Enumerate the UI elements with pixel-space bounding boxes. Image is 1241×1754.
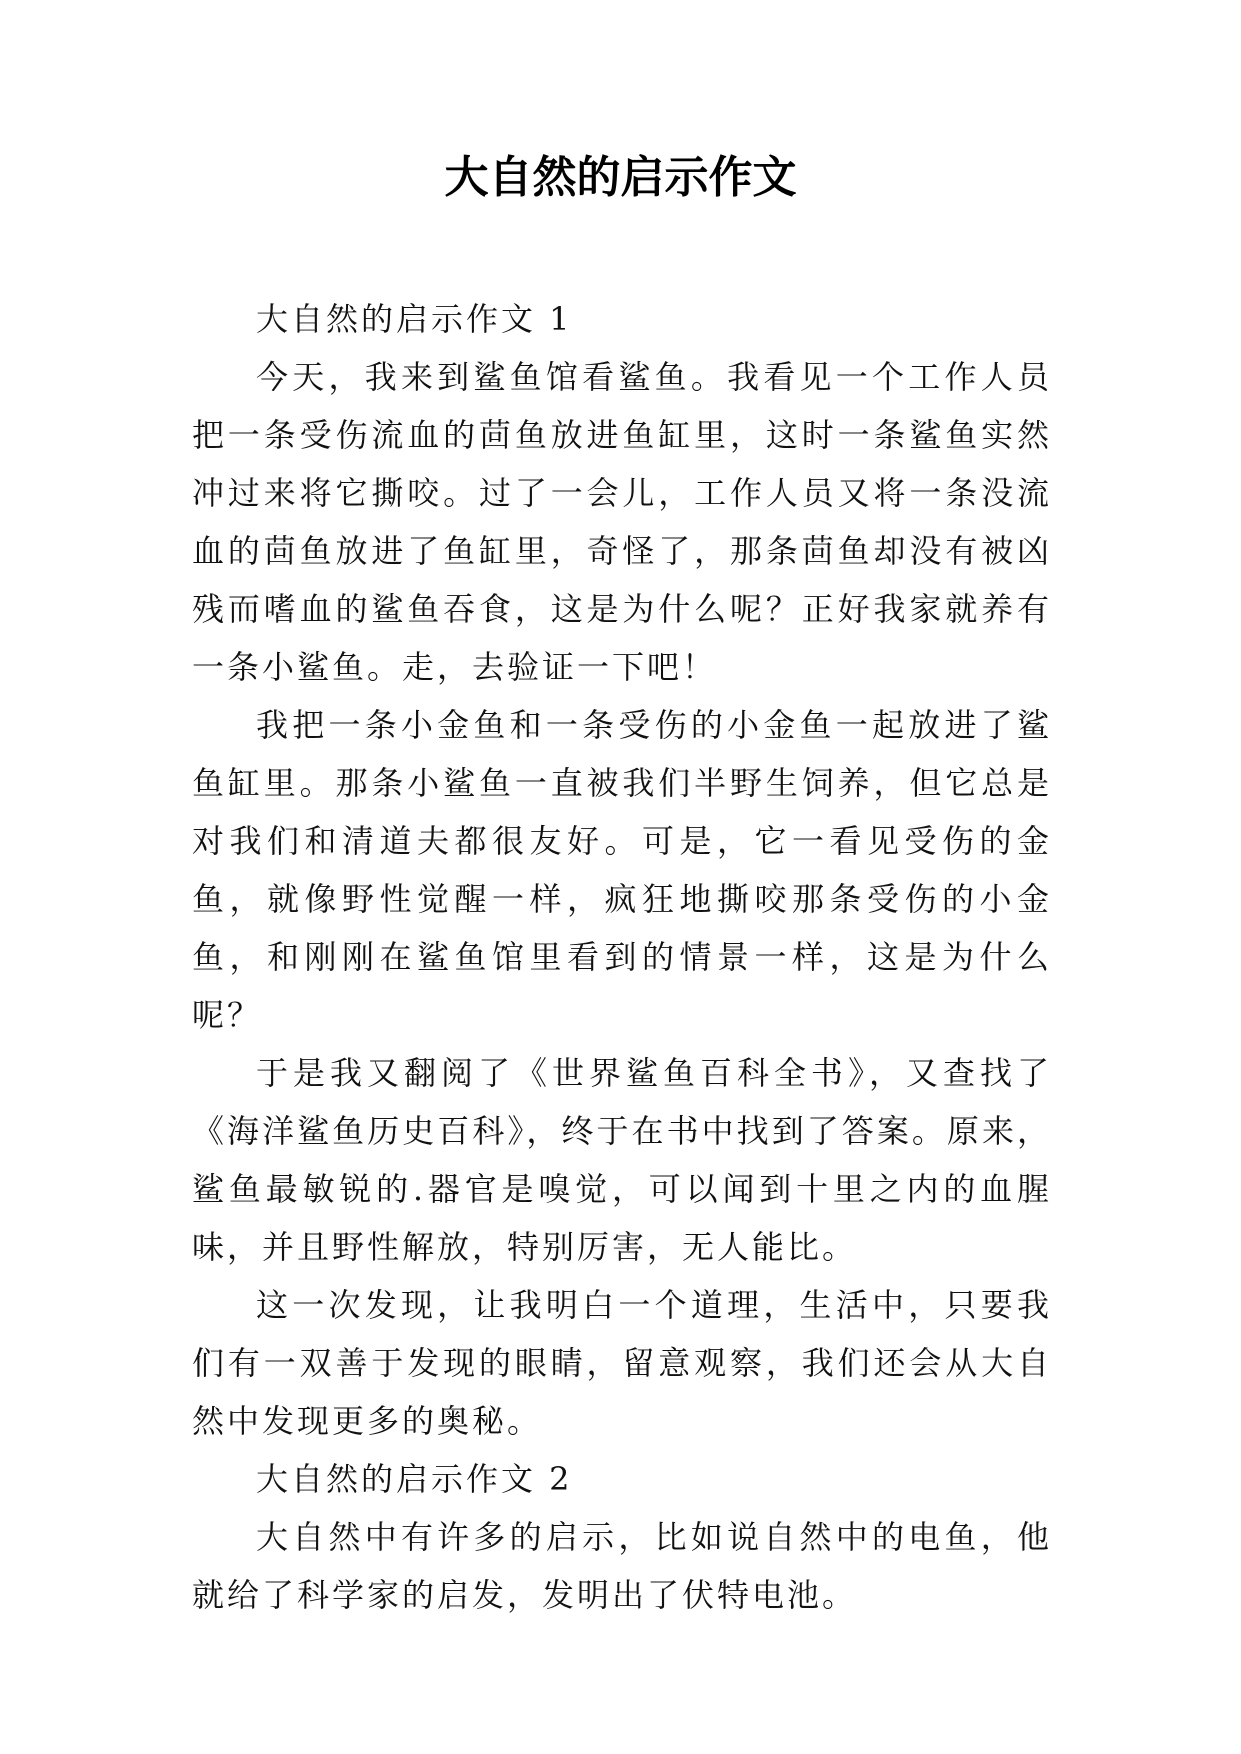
section-heading-2: 大自然的启示作文 2 xyxy=(256,1460,573,1498)
document-title: 大自然的启示作文 xyxy=(444,152,797,203)
paragraph: 大自然中有许多的启示，比如说自然中的电鱼，他就给了科学家的启发，发明出了伏特电池。 xyxy=(192,1518,1052,1614)
paragraph: 这一次发现，让我明白一个道理，生活中，只要我们有一双善于发现的眼睛，留意观察，我们还会从大自然中发现更多的奥秘。 xyxy=(192,1286,1052,1440)
paragraph: 我把一条小金鱼和一条受伤的小金鱼一起放进了鲨鱼缸里。那条小鲨鱼一直被我们半野生饲养，但它总是对我们和清道夫都很友好。可是，它一看见受伤的金鱼，就像野性觉醒一样，疯狂地撕咬那条受伤的小金鱼，和刚刚在鲨鱼馆里看到的情景一样，这是为什么呢？ xyxy=(192,706,1052,1034)
paragraph: 于是我又翻阅了《世界鲨鱼百科全书》，又查找了《海洋鲨鱼历史百科》，终于在书中找到了答案。原来，鲨鱼最敏锐的.器官是嗅觉，可以闻到十里之内的血腥味，并且野性解放，特别厉害，无人能比。 xyxy=(192,1054,1052,1266)
document-body xyxy=(192,290,1052,1624)
paragraph: 今天，我来到鲨鱼馆看鲨鱼。我看见一个工作人员把一条受伤流血的茴鱼放进鱼缸里，这时一条鲨鱼实然冲过来将它撕咬。过了一会儿，工作人员又将一条没流血的茴鱼放进了鱼缸里，奇怪了，那条茴鱼却没有被凶残而嗜血的鲨鱼吞食，这是为什么呢？正好我家就养有一条小鲨鱼。走，去验证一下吧！ xyxy=(192,358,1052,686)
section-heading-1: 大自然的启示作文 1 xyxy=(256,300,573,338)
